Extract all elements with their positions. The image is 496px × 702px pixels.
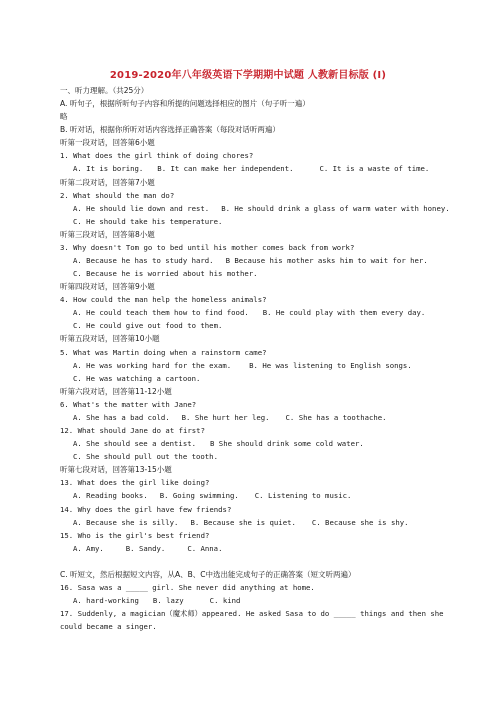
answer-option: B. Because she is quiet. [190, 517, 296, 527]
text-line: C. He was watching a cartoon. [73, 373, 201, 383]
option-row [60, 489, 440, 502]
answer-option: A. She has a bad cold. [73, 412, 170, 422]
text-line: 听第二段对话，回答第7小题 [60, 177, 155, 187]
text-line: B. 听对话，根据你所听对话内容选择正确答案（每段对话听两遍） [60, 125, 280, 135]
text-line: 听第七段对话，回答第13-15小题 [60, 465, 172, 475]
text-line: 听第五段对话，回答第10小题 [60, 334, 160, 344]
answer-option: B. He was listening to English songs. [249, 360, 412, 370]
answer-option: A. He could teach them how to find food. [73, 308, 249, 318]
text-line: 1. What does the girl think of doing chores? [60, 151, 254, 161]
answer-option: C. It is a waste of time. [319, 164, 430, 174]
answer-option: C. kind [209, 596, 241, 606]
text-line: 听第四段对话，回答第9小题 [60, 282, 155, 292]
text-line: C. He should take his temperature. [73, 216, 223, 226]
content-lines [60, 84, 450, 633]
option-row [60, 542, 440, 555]
page-title: 2019-2020年八年级英语下学期期中试题 人教新目标版 (I) [109, 70, 387, 81]
answer-option: C. Anna. [187, 543, 223, 553]
answer-option: A. Because he has to study hard. [73, 256, 214, 266]
option-row [60, 306, 440, 319]
text-line: 听第三段对话，回答第8小题 [60, 229, 155, 239]
answer-option: A. He should lie down and rest. [73, 203, 210, 213]
answer-option: A. hard-working [73, 596, 139, 606]
answer-option: A. She should see a dentist. [73, 439, 197, 449]
option-row [60, 594, 440, 607]
option-row [60, 411, 440, 424]
text-line: 12. What should Jane do at first? [60, 426, 205, 436]
text-line: could became a singer. [60, 622, 157, 632]
option-row [60, 254, 440, 267]
text-line: 4. How could the man help the homeless animals? [60, 295, 267, 305]
text-line: 14. Why does the girl have few friends? [60, 504, 232, 514]
text-line: C. 听短文，然后根据短文内容，从A、B、C中选出能完成句子的正确答案（短文听两遍） [60, 569, 356, 579]
option-row [60, 162, 440, 175]
answer-option: C. Listening to music. [254, 491, 352, 501]
answer-option: A. Reading books. [73, 491, 148, 501]
answer-option: B She should drink some cold water. [210, 439, 364, 449]
text-line: A. 听句子，根据所听句子内容和所提的问题选择相应的图片（句子听一遍） [60, 99, 310, 109]
text-line: 听第六段对话，回答第11-12小题 [60, 386, 172, 396]
answer-option: C. She has a toothache. [285, 412, 387, 422]
text-line: C. Because he is worried about his mother. [73, 269, 258, 279]
text-line: 3. Why doesn't Tom go to bed until his mother comes back from work? [60, 242, 355, 252]
answer-option: B. He should drink a glass of warm water with honey. [221, 203, 450, 213]
option-row [60, 202, 450, 215]
text-line: C. She should pull out the tooth. [73, 452, 218, 462]
text-line: C. He could give out food to them. [73, 321, 223, 331]
answer-option: A. He was working hard for the exam. [73, 360, 232, 370]
text-line: 16. Sasa was a _____ girl. She never did anything at home. [60, 582, 315, 592]
text-line: 略 [60, 112, 68, 122]
answer-option: B. It can make her independent. [157, 164, 294, 174]
text-line [60, 555, 440, 568]
option-row [60, 359, 440, 372]
answer-option: C. Because she is shy. [311, 517, 409, 527]
answer-option: A. It is boring. [73, 164, 144, 174]
text-line: 听第一段对话，回答第6小题 [60, 138, 155, 148]
text-line: 5. What was Martin doing when a rainstorm came? [60, 347, 267, 357]
answer-option: B Because his mother asks him to wait for her. [225, 256, 428, 266]
option-row [60, 437, 440, 450]
text-line: 13. What does the girl like doing? [60, 478, 210, 488]
text-line: 一、听力理解。（共25分） [60, 86, 149, 95]
text-line: 6. What's the matter with Jane? [60, 399, 197, 409]
answer-option: B. Going swimming. [159, 491, 239, 501]
text-line: 2. What should the man do? [60, 190, 175, 200]
option-row [60, 516, 440, 529]
text-line: 17. Suddenly, a magician（魔术师）appeared. He asked Sasa to do _____ things and then she [60, 609, 444, 619]
answer-option: B. Sandy. [125, 543, 166, 553]
text-line: 15. Who is the girl's best friend? [60, 530, 210, 540]
answer-option: A. Amy. [73, 543, 104, 553]
answer-option: B. lazy [152, 596, 184, 606]
answer-option: B. She hurt her leg. [181, 412, 270, 422]
answer-option: A. Because she is silly. [73, 517, 179, 527]
answer-option: B. He could play with them every day. [262, 308, 426, 318]
